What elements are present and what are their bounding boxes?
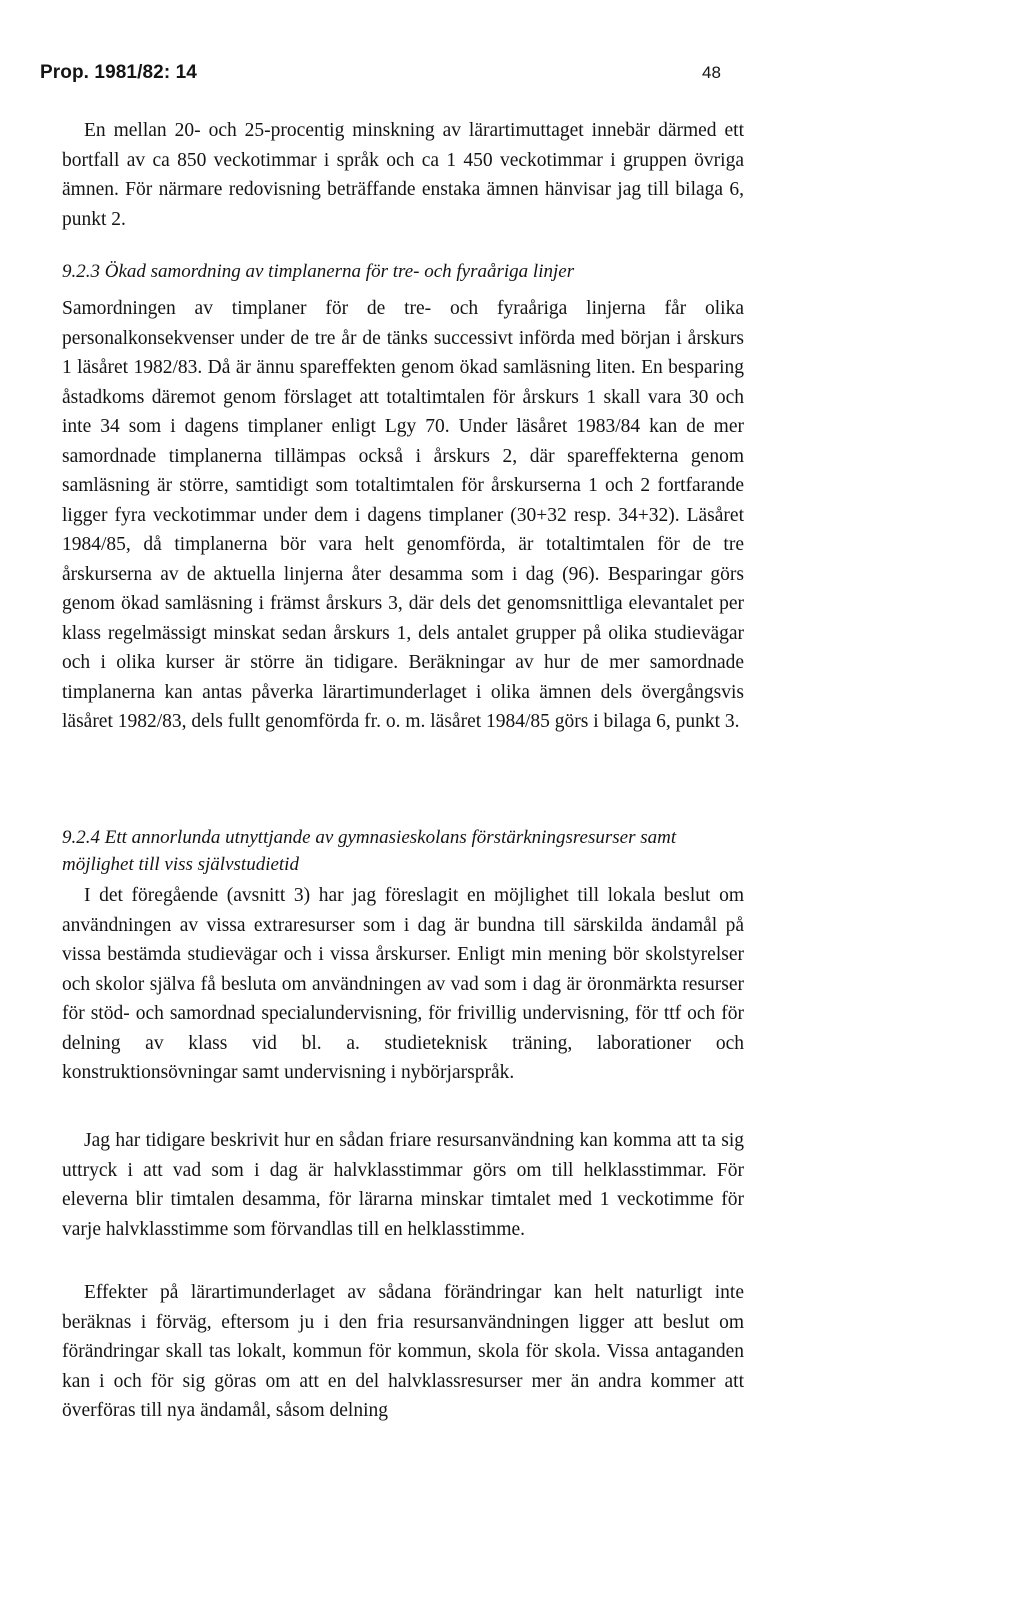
- running-head: Prop. 1981/82: 14: [40, 62, 197, 83]
- page-number: 48: [702, 63, 721, 82]
- section-heading-9-2-4: [62, 824, 744, 878]
- section-heading-text: Ett annorlunda utnyttjande av gymnasieskolans förstärkningsresurser samt möjlighet till viss självstudietid: [62, 827, 677, 875]
- paragraph-2: Samordningen av timplaner för de tre- och fyraåriga linjerna får olika personalkonsekvenser under de tre år de tänks successivt införda med början i årskurs 1 läsåret 1982/83. Då är ännu spareffekten genom ökad samläsning liten. En besparing åstadkoms däremot genom förslaget att totaltimtalen för årskurs 1 skall vara 30 och inte 34 som i dagens timplaner enligt Lgy 70. Under läsåret 1983/84 kan de mer samordnade timplanerna tillämpas också i årskurs 2, där spareffekterna genom samläsning är större, samtidigt som totaltimtalen för årskurserna 1 och 2 fortfarande ligger fyra veckotimmar under dem i dagens timplaner (30+32 resp. 34+32). Läsåret 1984/85, då timplanerna bör vara helt genomförda, är totaltimtalen för de tre årskurserna av de aktuella linjerna åter desamma som i dag (96). Besparingar görs genom ökad samläsning i främst årskurs 3, där dels det genomsnittliga elevantalet per klass regelmässigt minskat sedan årskurs 1, dels antalet grupper på olika studievägar och i olika kurser är större än tidigare. Beräkningar av hur de mer samordnade timplanerna kan antas påverka lärartimunderlaget i olika ämnen dels övergångsvis läsåret 1982/83, dels fullt genomförda fr. o. m. läsåret 1984/85 görs i bilaga 6, punkt 3.: [62, 298, 744, 732]
- section-heading-number: 9.2.4: [62, 827, 100, 848]
- paragraph-5: Effekter på lärartimunderlaget av sådana förändringar kan helt naturligt inte beräknas i förväg, eftersom ju i den fria resursanvändningen ligger att beslut om förändringar skall tas lokalt, kommun för kommun, skola för skola. Vissa antaganden kan i och för sig göras om att en del halvklassresurser mer än andra kommer att överföras till nya ändamål, såsom delning: [62, 1282, 744, 1421]
- paragraph-3: I det föregående (avsnitt 3) har jag föreslagit en möjlighet till lokala beslut om användningen av vissa extraresurser som i dag är bundna till särskilda ändamål på vissa bestämda studievägar och i vissa årskurser. Enligt min mening bör skolstyrelser och skolor själva få besluta om användningen av vad som i dag är öronmärkta resurser för stöd- och samordnad specialundervisning, för frivillig undervisning, för ttf och för delning av klass vid bl. a. studieteknisk träning, laborationer och konstruktionsövningar samt undervisning i nybörjarspråk.: [62, 885, 744, 1083]
- paragraph-1: En mellan 20- och 25-procentig minskning av lärartimuttaget innebär därmed ett bortfall av ca 850 veckotimmar i språk och ca 1 450 veckotimmar i gruppen övriga ämnen. För närmare redovisning beträffande enstaka ämnen hänvisar jag till bilaga 6, punkt 2.: [62, 120, 744, 230]
- section-heading-number: 9.2.3: [62, 261, 100, 282]
- paragraph-4: Jag har tidigare beskrivit hur en sådan friare resursanvändning kan komma att ta sig uttryck i att vad som i dag är halvklasstimmar görs om till helklasstimmar. För eleverna blir timtalen desamma, för lärarna minskar timtalet med 1 veckotimme för varje halvklasstimme som förvandlas till en helklasstimme.: [62, 1130, 744, 1240]
- section-heading-text: Ökad samordning av timplanerna för tre- och fyraåriga linjer: [104, 261, 575, 282]
- section-heading-9-2-3: [62, 258, 744, 285]
